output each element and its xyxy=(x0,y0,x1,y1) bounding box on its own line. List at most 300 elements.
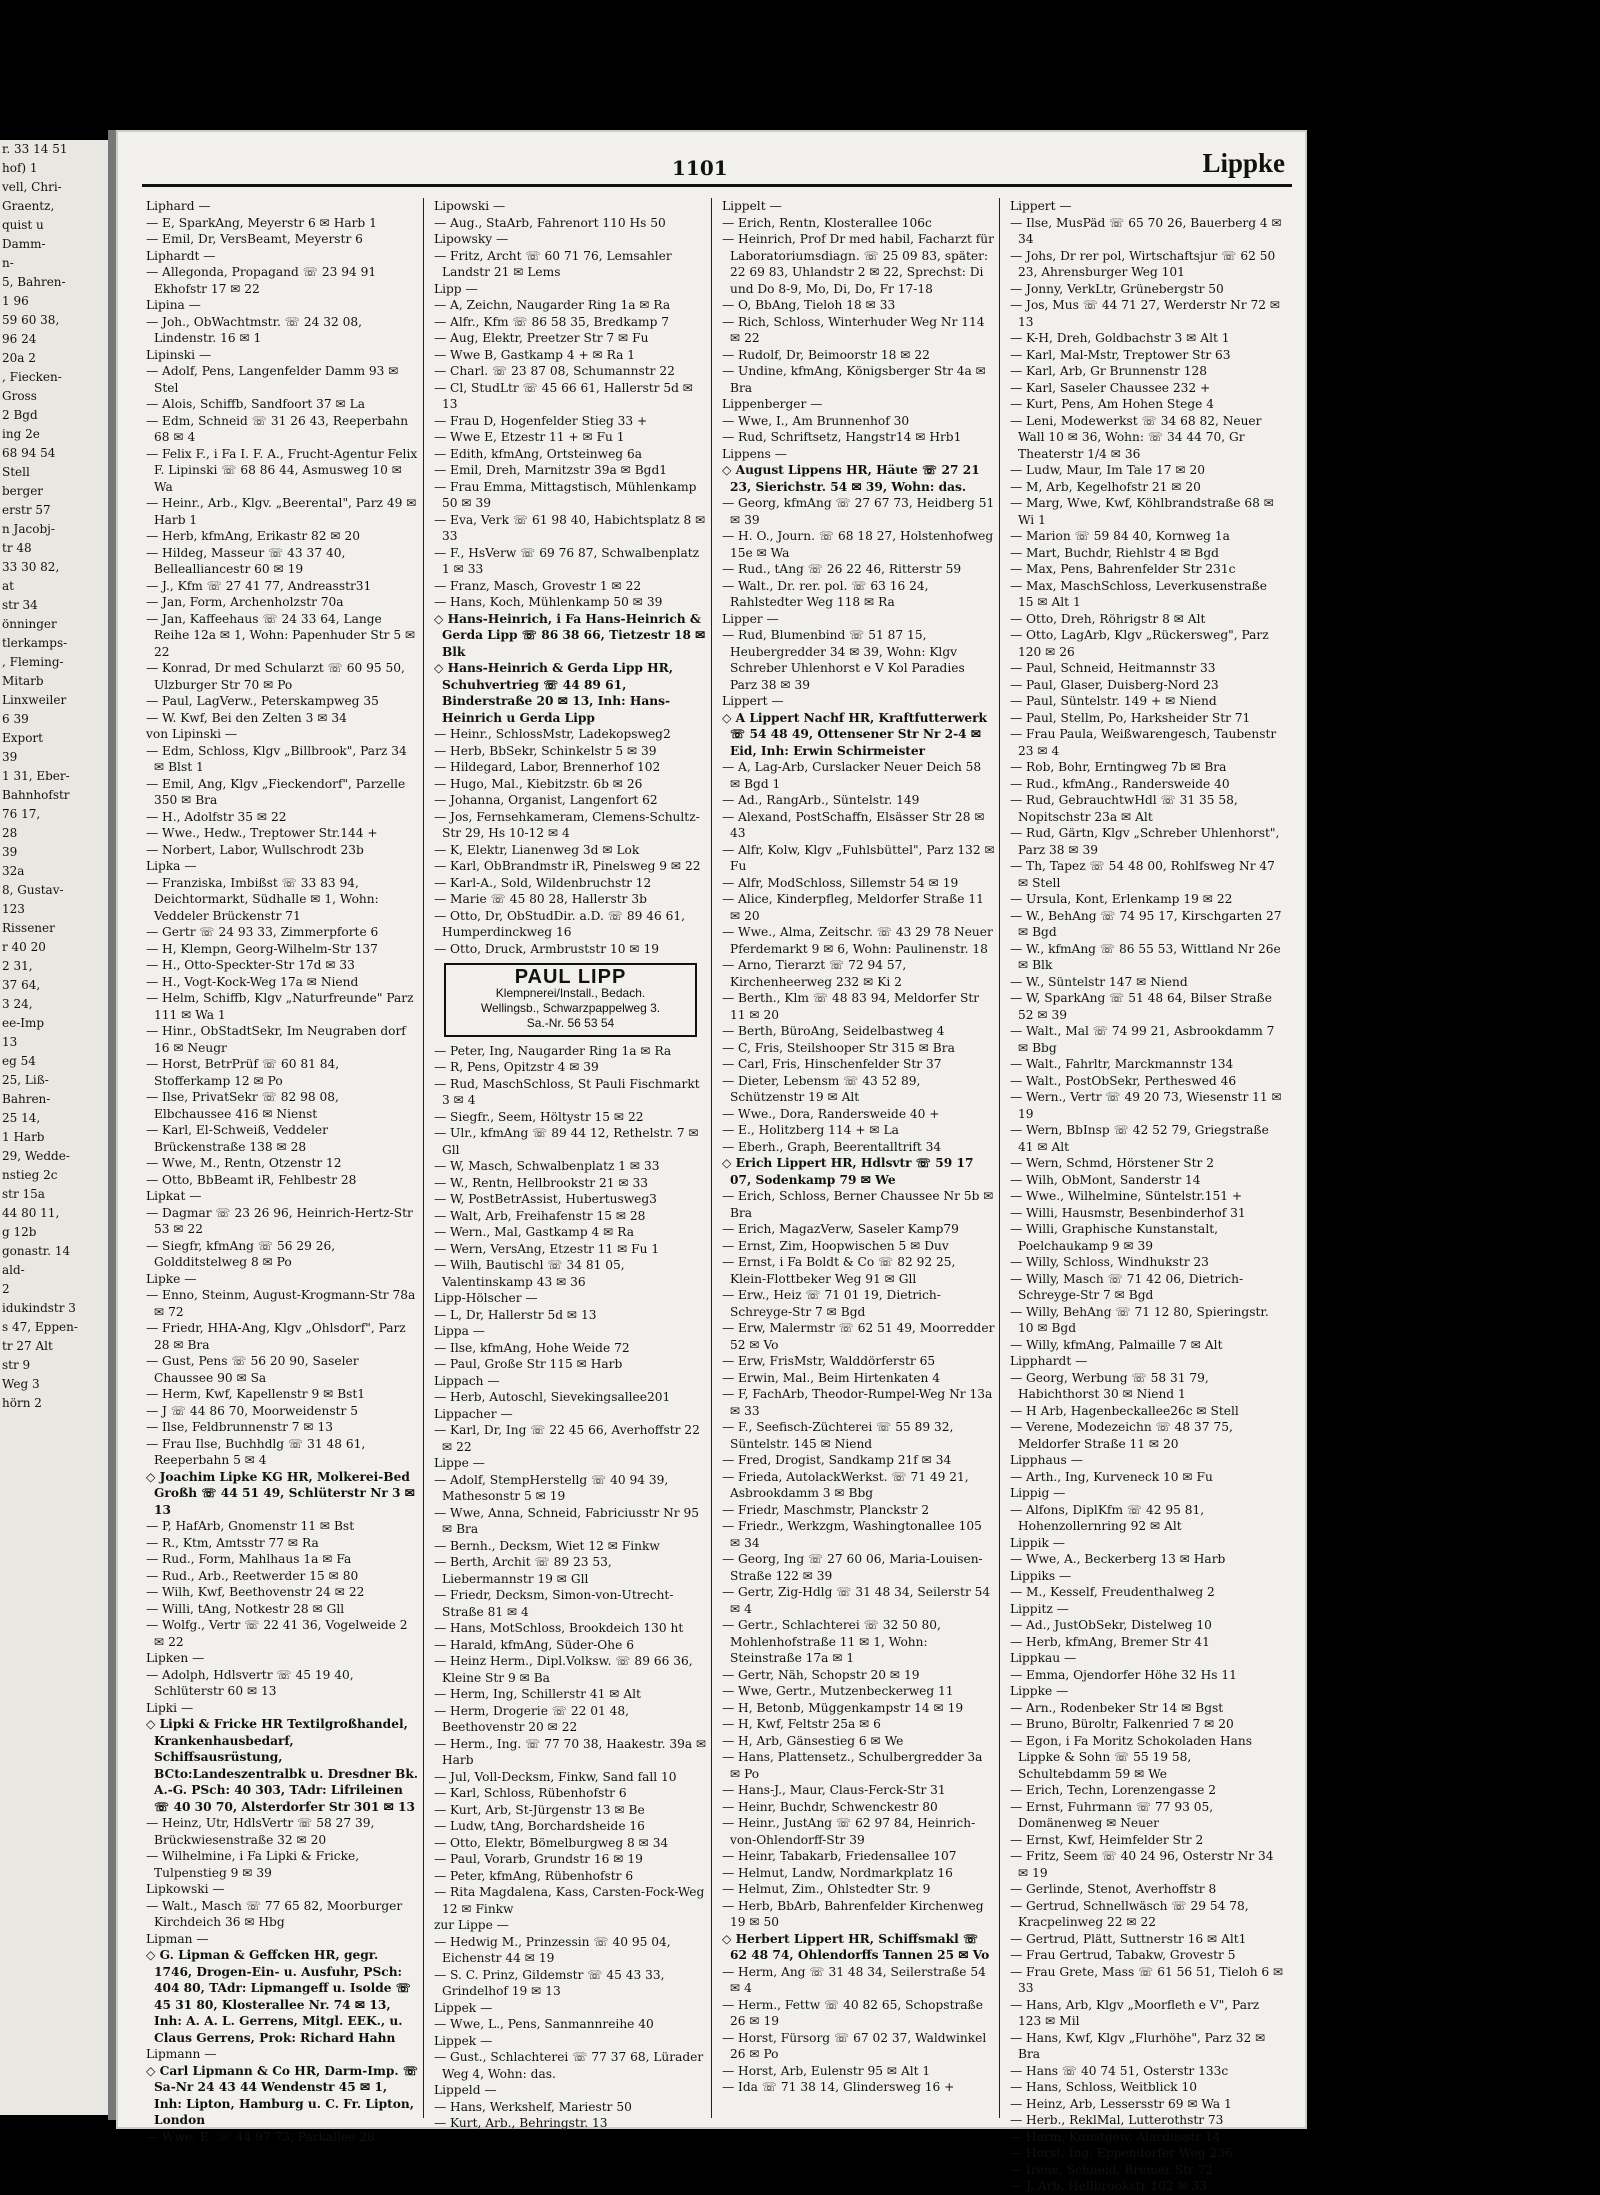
directory-entry: — Wwe., Hedw., Treptower Str.144 + xyxy=(146,826,378,840)
surname-heading: Lipke — xyxy=(146,1271,197,1286)
directory-entry: — Herm, Kwf, Kapellenstr 9 ✉ Bst1 xyxy=(146,1387,366,1401)
directory-entry: — Willy, Schloss, Windhukstr 23 xyxy=(1010,1255,1209,1269)
directory-entry: — H., Adolfstr 35 ✉ 22 xyxy=(146,809,287,824)
left-page-line: Bahnhofstr xyxy=(2,788,70,802)
directory-entry: — Peter, Ing, Naugarder Ring 1a ✉ Ra xyxy=(434,1043,672,1058)
directory-entry: — Erich, Schloss, Berner Chaussee Nr 5b ✉ Bra xyxy=(722,1189,994,1220)
directory-entry: — Herm, Ing, Schillerstr 41 ✉ Alt xyxy=(434,1687,641,1701)
left-page-line: Mitarb xyxy=(2,674,44,688)
directory-entry: — Herb, BbArb, Bahrenfelder Kirchenweg 19 ✉ 50 xyxy=(722,1898,984,1929)
left-page-line: 1 Harb xyxy=(2,1130,45,1144)
left-page-line: tr 48 xyxy=(2,541,32,555)
left-page-line: Linxweiler xyxy=(2,693,67,707)
directory-entry: — Allegonda, Propagand ☏ 23 94 91 Ekhofstr 17 ✉ 22 xyxy=(146,265,377,296)
directory-entry: — J, Arb, Hellbrookstr 102 ✉ 33 xyxy=(1010,2179,1208,2193)
directory-entry: — H, Klempn, Georg-Wilhelm-Str 137 xyxy=(146,941,378,956)
directory-entry: — Ursula, Kont, Erlenkamp 19 ✉ 22 xyxy=(1010,892,1233,906)
directory-entry: — Wilh, ObMont, Sanderstr 14 xyxy=(1010,1172,1201,1187)
directory-entry: — Herm, Drogerie ☏ 22 01 48, Beethovenstr 20 ✉ 22 xyxy=(434,1703,630,1734)
directory-entry: — Willi, tAng, Notkestr 28 ✉ Gll xyxy=(146,1601,345,1616)
directory-entry: — Otto, BbBeamt iR, Fehlbestr 28 xyxy=(146,1172,357,1187)
directory-entry: — Marie ☏ 45 80 28, Hallerstr 3b xyxy=(434,892,647,906)
directory-entry: — Joh., ObWachtmstr. ☏ 24 32 08, Lindenstr. 16 ✉ 1 xyxy=(146,314,363,345)
directory-entry: — Horst, BetrPrüf ☏ 60 81 84, Stofferkamp 12 ✉ Po xyxy=(146,1057,340,1088)
directory-entry: — H, Kwf, Feltstr 25a ✉ 6 xyxy=(722,1717,881,1731)
left-page-line: 13 xyxy=(2,1035,18,1049)
surname-heading: Lippelt — xyxy=(722,199,782,213)
surname-heading: Lipkowski — xyxy=(146,1882,225,1896)
directory-entry: — Alexand, PostSchaffn, Elsässer Str 28 ✉ 43 xyxy=(722,809,985,840)
directory-entry: — Rud, GebrauchtwHdl ☏ 31 35 58, Nopitschstr 23a ✉ Alt xyxy=(1010,793,1238,824)
directory-entry: — Jos, Fernsehkameram, Clemens-Schultz-Str 29, Hs 10-12 ✉ 4 xyxy=(434,809,700,840)
surname-heading: zur Lippe — xyxy=(434,1918,509,1932)
directory-entry: — Cl, StudLtr ☏ 45 66 61, Hallerstr 5d ✉ 13 xyxy=(434,380,693,411)
left-page-line: idukindstr 3 xyxy=(2,1301,76,1315)
directory-entry: — W, Masch, Schwalbenplatz 1 ✉ 33 xyxy=(434,1159,660,1173)
directory-entry: — Horst, Arb, Eulenstr 95 ✉ Alt 1 xyxy=(722,2063,931,2078)
left-page-line: erstr 57 xyxy=(2,503,51,517)
directory-entry: — W., kfmAng ☏ 86 55 53, Wittland Nr 26e ✉ Blk xyxy=(1010,941,1281,972)
directory-entry: — Rita Magdalena, Kass, Carsten-Fock-Weg 12 ✉ Finkw xyxy=(434,1885,705,1916)
directory-entry: — Gertrud, Plätt, Suttnerstr 16 ✉ Alt1 xyxy=(1010,1931,1247,1946)
directory-entry: — Ad., RangArb., Süntelstr. 149 xyxy=(722,793,920,807)
directory-entry: — Egon, i Fa Moritz Schokoladen Hans Lippke & Sohn ☏ 55 19 58, Schultebdamm 59 ✉ We xyxy=(1010,1733,1252,1781)
surname-heading: Lippkau — xyxy=(1010,1651,1077,1665)
directory-entry: — Erw., Heiz ☏ 71 01 19, Dietrich-Schreyge-Str 7 ✉ Bgd xyxy=(722,1288,941,1319)
directory-entry: — Frieda, AutolackWerkst. ☏ 71 49 21, Asbrookdamm 3 ✉ Bbg xyxy=(722,1469,969,1500)
directory-entry: — Otto, Dreh, Röhrigstr 8 ✉ Alt xyxy=(1010,611,1206,626)
directory-entry: — R, Pens, Opitzstr 4 ✉ 39 xyxy=(434,1060,599,1074)
directory-entry: — Erich, Rentn, Klosterallee 106c xyxy=(722,215,932,230)
directory-entry: — Gertr, Zig-Hdlg ☏ 31 48 34, Seilerstr 54 ✉ 4 xyxy=(722,1585,991,1616)
directory-entry: — Hans, Arb, Klgv „Moorfleth e V", Parz 123 ✉ Mil xyxy=(1010,1997,1260,2028)
left-page-line: 2 Bgd xyxy=(2,408,38,422)
left-page-line: 28 xyxy=(2,826,18,840)
directory-entry: — Walt., Mal ☏ 74 99 21, Asbrookdamm 7 ✉ Bbg xyxy=(1010,1024,1275,1055)
directory-entry: — Hans, Plattensetz., Schulbergredder 3a ✉ Po xyxy=(722,1750,983,1781)
directory-entry: — P, HafArb, Gnomenstr 11 ✉ Bst xyxy=(146,1519,355,1533)
directory-entry: — R., Ktm, Amtsstr 77 ✉ Ra xyxy=(146,1535,319,1550)
directory-entry: — Ilse, MusPäd ☏ 65 70 26, Bauerberg 4 ✉ 34 xyxy=(1010,215,1282,246)
directory-entry: — Paul, Glaser, Duisberg-Nord 23 xyxy=(1010,677,1219,692)
left-page-line: hof) 1 xyxy=(2,161,38,175)
left-page-line: at xyxy=(2,579,14,593)
column-3 xyxy=(718,198,1000,2118)
directory-entry: — Hans, Werkshelf, Mariestr 50 xyxy=(434,2099,632,2114)
directory-entry: — Ilse, PrivatSekr ☏ 82 98 08, Elbchaussee 416 ✉ Nienst xyxy=(146,1090,339,1121)
directory-entry: — Erich, Techn, Lorenzengasse 2 xyxy=(1010,1783,1216,1797)
directory-entry: — Rud., Arb., Reetwerder 15 ✉ 80 xyxy=(146,1568,359,1583)
left-page-line: tr 27 Alt xyxy=(2,1339,53,1353)
left-page-line: Weg 3 xyxy=(2,1377,40,1391)
directory-entry: — Charl. ☏ 23 87 08, Schumannstr 22 xyxy=(434,364,675,378)
directory-entry: — Siegfr, kfmAng ☏ 56 29 26, Goldditstelweg 8 ✉ Po xyxy=(146,1238,336,1269)
directory-entry: — Wwe, L., Pens, Sanmannreihe 40 xyxy=(434,2017,654,2031)
directory-entry: — Rob, Bohr, Erntingweg 7b ✉ Bra xyxy=(1010,760,1227,774)
directory-entry: — Paul, LagVerw., Peterskampweg 35 xyxy=(146,694,379,708)
left-page-line: tlerkamps- xyxy=(2,636,68,650)
directory-entry: — C, Fris, Steilshooper Str 315 ✉ Bra xyxy=(722,1040,955,1055)
directory-entry: — H, Betonb, Müggenkampstr 14 ✉ 19 xyxy=(722,1700,964,1715)
surname-heading: Lipowsky — xyxy=(434,232,509,246)
surname-heading: Lipp-Hölscher — xyxy=(434,1291,538,1305)
directory-entry: — Johanna, Organist, Langenfort 62 xyxy=(434,793,658,807)
directory-entry: — Frau D, Hogenfelder Stieg 33 + xyxy=(434,413,648,428)
left-page-line: 123 xyxy=(2,902,25,916)
directory-entry: — Edm, Schneid ☏ 31 26 43, Reeperbahn 68 ✉ 4 xyxy=(146,413,409,444)
running-head: Lippke xyxy=(1202,148,1285,178)
directory-entry: — Berth, BüroAng, Seidelbastweg 4 xyxy=(722,1024,945,1038)
directory-entry: — Frau Emma, Mittagstisch, Mühlenkamp 50 ✉ 39 xyxy=(434,479,697,510)
directory-entry: — Otto, Druck, Armbruststr 10 ✉ 19 xyxy=(434,941,659,956)
directory-entry: — Gerlinde, Stenot, Averhoffstr 8 xyxy=(1010,1882,1217,1896)
left-page-line: 3 24, xyxy=(2,997,33,1011)
directory-entry: — Walt., Dr. rer. pol. ☏ 63 16 24, Rahlstedter Weg 118 ✉ Ra xyxy=(722,578,929,609)
left-page-line: 29, Wedde- xyxy=(2,1149,70,1163)
directory-entry: — Ad., JustObSekr, Distelweg 10 xyxy=(1010,1618,1212,1632)
directory-entry: — Wwe, M., Rentn, Otzenstr 12 xyxy=(146,1156,342,1170)
directory-entry: — Erw, FrisMstr, Walddörferstr 65 xyxy=(722,1354,936,1368)
directory-entry: — Karl, Saseler Chaussee 232 + xyxy=(1010,380,1211,395)
directory-entry: — Erwin, Mal., Beim Hirtenkaten 4 xyxy=(722,1370,941,1385)
surname-heading: Lipinski — xyxy=(146,347,212,362)
directory-entry: — Hans, Schloss, Weitblick 10 xyxy=(1010,2080,1198,2094)
directory-entry: — Felix F., i Fa I. F. A., Frucht-Agentur Felix F. Lipinski ☏ 68 86 44, Asmusweg 10 ✉ Wa xyxy=(146,446,418,494)
directory-entry: — Konrad, Dr med Schularzt ☏ 60 95 50, Ulzburger Str 70 ✉ Po xyxy=(146,661,405,692)
left-page-line: Export xyxy=(2,731,43,745)
left-page-line: 20a 2 xyxy=(2,351,36,365)
directory-entry: — Kurt, Arb., Behringstr. 13 xyxy=(434,2116,608,2130)
directory-entry: — Mart, Buchdr, Riehlstr 4 ✉ Bgd xyxy=(1010,545,1219,560)
directory-entry: — Kurt, Pens, Am Hohen Stege 4 xyxy=(1010,397,1215,411)
surname-heading: Lippert — xyxy=(1010,199,1072,213)
directory-entry: — Karl, El-Schweiß, Veddeler Brückenstraße 138 ✉ 28 xyxy=(146,1123,328,1154)
directory-entry: — Herm., Ing. ☏ 77 70 38, Haakestr. 39a ✉ Harb xyxy=(434,1736,707,1767)
left-page-line: berger xyxy=(2,484,44,498)
surname-heading: Lipken — xyxy=(146,1651,205,1665)
directory-entry: — O, BbAng, Tieloh 18 ✉ 33 xyxy=(722,298,896,312)
directory-entry: — Hugo, Mal., Kiebitzstr. 6b ✉ 26 xyxy=(434,776,643,791)
column-2 xyxy=(430,198,712,2130)
directory-entry: — Siegfr., Seem, Höltystr 15 ✉ 22 xyxy=(434,1109,644,1124)
directory-entry: — Undine, kfmAng, Königsberger Str 4a ✉ Bra xyxy=(722,364,986,395)
directory-entry: — Herb, Autoschl, Sievekingsallee201 xyxy=(434,1390,671,1404)
directory-entry: — Frau Paula, Weißwarengesch, Taubenstr 23 ✉ 4 xyxy=(1010,727,1277,758)
directory-entry: — H Arb, Hagenbeckallee26c ✉ Stell xyxy=(1010,1403,1239,1418)
surname-heading: Lippacher — xyxy=(434,1406,513,1421)
left-page-line: str 15a xyxy=(2,1187,45,1201)
surname-heading: Lipka — xyxy=(146,859,197,873)
directory-entry: — Ernst, Zim, Hoopwischen 5 ✉ Duv xyxy=(722,1238,949,1253)
directory-entry: — Ida ☏ 71 38 14, Glindersweg 16 + xyxy=(722,2080,955,2094)
directory-entry: — Ernst, Kwf, Heimfelder Str 2 xyxy=(1010,1832,1204,1847)
directory-entry: — Hans-J., Maur, Claus-Ferck-Str 31 xyxy=(722,1783,946,1797)
directory-entry: — W., BehAng ☏ 74 95 17, Kirschgarten 27 ✉ Bgd xyxy=(1010,908,1282,939)
directory-entry: — H, Arb, Gänsestieg 6 ✉ We xyxy=(722,1733,904,1748)
left-page-line: 37 64, xyxy=(2,978,41,992)
left-page-line: 76 17, xyxy=(2,807,41,821)
directory-entry: — Wilhelmine, i Fa Lipki & Fricke, Tulpenstieg 9 ✉ 39 xyxy=(146,1849,360,1880)
left-page-line: str 9 xyxy=(2,1358,31,1372)
directory-entry: — Wwe., Wilhelmine, Süntelstr.151 + xyxy=(1010,1189,1243,1203)
directory-entry: — Max, Pens, Bahrenfelder Str 231c xyxy=(1010,562,1236,576)
directory-entry: — Karl, Dr, Ing ☏ 22 45 66, Averhoffstr 22 ✉ 22 xyxy=(434,1423,700,1454)
directory-entry: — Walt., Masch ☏ 77 65 82, Moorburger Kirchdeich 36 ✉ Hbg xyxy=(146,1898,403,1929)
directory-entry: — K, Elektr, Lianenweg 3d ✉ Lok xyxy=(434,842,640,857)
directory-entry: — Rud, Blumenbind ☏ 51 87 15, Heubergredder 34 ✉ 39, Wohn: Klgv Schreber Uhlenhorst e V Kol Paradies Parz 38 ✉ 39 xyxy=(722,628,965,692)
directory-entry: — Emil, Ang, Klgv „Fieckendorf", Parzelle 350 ✉ Bra xyxy=(146,776,406,807)
left-page-line: Stell xyxy=(2,465,30,479)
book-gutter xyxy=(108,130,118,2120)
directory-entry: — W. Kwf, Bei den Zelten 3 ✉ 34 xyxy=(146,710,347,725)
directory-entry: — Hildeg, Masseur ☏ 43 37 40, Bellealliancestr 60 ✉ 19 xyxy=(146,545,346,576)
directory-entry: — Herb., ReklMal, Lutterothstr 73 xyxy=(1010,2113,1224,2127)
column-1 xyxy=(142,198,424,2144)
directory-entry: — Wern., Mal, Gastkamp 4 ✉ Ra xyxy=(434,1225,634,1239)
directory-entry: — Karl, ObBrandmstr iR, Pinelsweg 9 ✉ 22 xyxy=(434,859,701,873)
directory-entry: — Max, MaschSchloss, Leverkusenstraße 15 ✉ Alt 1 xyxy=(1010,578,1267,609)
left-page-line: r. 33 14 51 xyxy=(2,142,68,156)
directory-entry: — H., Vogt-Kock-Weg 17a ✉ Niend xyxy=(146,974,359,989)
directory-entry: — Hedwig M., Prinzessin ☏ 40 95 04, Eichenstr 44 ✉ 19 xyxy=(434,1934,671,1965)
directory-entry: — Friedr, Decksm, Simon-von-Utrecht-Straße 81 ✉ 4 xyxy=(434,1588,674,1619)
directory-entry: — Adolph, Hdlsvertr ☏ 45 19 40, Schlüterstr 60 ✉ 13 xyxy=(146,1667,354,1698)
directory-entry: — Wwe, Gertr., Mutzenbeckerweg 11 xyxy=(722,1684,954,1698)
directory-entry: — Paul, Große Str 115 ✉ Harb xyxy=(434,1357,623,1371)
left-page-line: gonastr. 14 xyxy=(2,1244,71,1258)
directory-entry: — J ☏ 44 86 70, Moorweidenstr 5 xyxy=(146,1403,358,1418)
column-4 xyxy=(1006,198,1288,2193)
directory-entry: — Wern., Vertr ☏ 49 20 73, Wiesenstr 11 ✉ 19 xyxy=(1010,1090,1282,1121)
directory-entry: — Ilse, kfmAng, Hohe Weide 72 xyxy=(434,1340,630,1355)
directory-entry: — Harald, kfmAng, Süder-Ohe 6 xyxy=(434,1637,634,1652)
left-page-line: ing 2e xyxy=(2,427,40,441)
directory-entry: — Rud, Gärtn, Klgv „Schreber Uhlenhorst", Parz 38 ✉ 39 xyxy=(1010,826,1280,857)
directory-entry: — Emma, Ojendorfer Höhe 32 Hs 11 xyxy=(1010,1667,1237,1682)
directory-entry: — Irene, Schneid, Bremer Str 72 xyxy=(1010,2162,1214,2177)
directory-entry: — Walt., Fahrltr, Marckmannstr 134 xyxy=(1010,1057,1234,1071)
directory-entry: — K-H, Dreh, Goldbachstr 3 ✉ Alt 1 xyxy=(1010,331,1230,345)
directory-entry: — Wwe, I., Am Brunnenhof 30 xyxy=(722,413,910,428)
surname-heading: Lippitz — xyxy=(1010,1601,1069,1616)
directory-entry: — Hans, Kwf, Klgv „Flurhöhe", Parz 32 ✉ Bra xyxy=(1010,2030,1266,2061)
directory-entry: — Otto, Elektr, Bömelburgweg 8 ✉ 34 xyxy=(434,1835,669,1850)
directory-entry: — Otto, Dr, ObStudDir. a.D. ☏ 89 46 61, Humperdinckweg 16 xyxy=(434,908,686,939)
directory-entry: — Eva, Verk ☏ 61 98 40, Habichtsplatz 8 ✉ 33 xyxy=(434,512,706,543)
directory-entry: — Wwe B, Gastkamp 4 + ✉ Ra 1 xyxy=(434,347,635,362)
page-header xyxy=(118,132,1305,187)
directory-entry: — A, Lag-Arb, Curslacker Neuer Deich 58 ✉ Bgd 1 xyxy=(722,760,982,791)
directory-entry: — Georg, Werbung ☏ 58 31 79, Habichthorst 30 ✉ Niend 1 xyxy=(1010,1370,1209,1401)
directory-entry: — Heinz, Utr, HdlsVertr ☏ 58 27 39, Brückwiesenstraße 32 ✉ 20 xyxy=(146,1816,375,1847)
directory-entry: — Walt., PostObSekr, Pertheswed 46 xyxy=(1010,1073,1237,1088)
directory-entry: — Berth, Archit ☏ 89 23 53, Liebermannstr 19 ✉ Gll xyxy=(434,1555,612,1586)
directory-entry: — Hans ☏ 40 74 51, Osterstr 133c xyxy=(1010,2063,1229,2078)
directory-entry: — M., Kesself, Freudenthalweg 2 xyxy=(1010,1585,1215,1599)
directory-entry: — W, SparkAng ☏ 51 48 64, Bilser Straße 52 ✉ 39 xyxy=(1010,991,1272,1022)
left-page-line: Graentz, xyxy=(2,199,55,213)
directory-entry: — Friedr, Maschmstr, Planckstr 2 xyxy=(722,1502,930,1517)
columns xyxy=(142,198,1292,2193)
left-page-line: str 34 xyxy=(2,598,38,612)
directory-entry: — Willy, BehAng ☏ 71 12 80, Spieringstr. 10 ✉ Bgd xyxy=(1010,1304,1269,1335)
left-page-line: 2 xyxy=(2,1282,10,1296)
directory-entry: — Alfr, Kolw, Klgv „Fuhlsbüttel", Parz 132 ✉ Fu xyxy=(722,842,995,873)
left-page-line: hörn 2 xyxy=(2,1396,42,1410)
directory-entry: — Dieter, Lebensm ☏ 43 52 89, Schützenstr 19 ✉ Alt xyxy=(722,1073,921,1104)
directory-entry: ◇ Hans-Heinrich, i Fa Hans-Heinrich & Gerda Lipp ☏ 86 38 66, Tietzestr 18 ✉ Blk xyxy=(434,611,706,659)
directory-entry: — Fritz, Archt ☏ 60 71 76, Lemsahler Landstr 21 ✉ Lems xyxy=(434,248,672,279)
surname-heading: Lipowski — xyxy=(434,199,506,213)
directory-entry: — Eberh., Graph, Beerentalltrift 34 xyxy=(722,1139,942,1154)
directory-entry: — Willy, kfmAng, Palmaille 7 ✉ Alt xyxy=(1010,1337,1223,1352)
directory-entry: — Jan, Form, Archenholzstr 70a xyxy=(146,595,344,609)
directory-entry: ◇ A Lippert Nachf HR, Kraftfutterwerk ☏ 54 48 49, Ottensener Str Nr 2-4 ✉ Eid, Inh: Erwin Schirmeister xyxy=(722,710,987,758)
directory-entry: — Dagmar ☏ 23 26 96, Heinrich-Hertz-Str 53 ✉ 22 xyxy=(146,1205,413,1236)
directory-entry: — Frau Ilse, Buchhdlg ☏ 31 48 61, Reeperbahn 5 ✉ 4 xyxy=(146,1436,366,1467)
surname-heading: Lippert — xyxy=(722,694,784,708)
directory-entry: — Bernh., Decksm, Wiet 12 ✉ Finkw xyxy=(434,1538,660,1553)
directory-entry: — Jan, Kaffeehaus ☏ 24 33 64, Lange Reihe 12a ✉ 1, Wohn: Papenhuder Str 5 ✉ 22 xyxy=(146,611,416,659)
left-page-line: nstieg 2c xyxy=(2,1168,58,1182)
ad-line: Sa.-Nr. 56 53 54 xyxy=(526,1015,615,1030)
left-page-line: 96 24 xyxy=(2,332,37,346)
directory-entry: — Berth., Klm ☏ 48 83 94, Meldorfer Str 11 ✉ 20 xyxy=(722,991,980,1022)
left-page-line: 1 31, Eber- xyxy=(2,769,70,783)
directory-entry: — Jonny, VerkLtr, Grünebergstr 50 xyxy=(1010,281,1224,296)
directory-entry: — Ulr., kfmAng ☏ 89 44 12, Rethelstr. 7 ✉ Gll xyxy=(434,1126,699,1157)
left-page-line: Gross xyxy=(2,389,37,403)
directory-entry: — Gertr ☏ 24 93 33, Zimmerpforte 6 xyxy=(146,925,379,939)
directory-entry: — Georg, Ing ☏ 27 60 06, Maria-Louisen-Straße 122 ✉ 39 xyxy=(722,1552,983,1583)
left-page-line: 59 60 38, xyxy=(2,313,60,327)
directory-entry: — Walt, Arb, Freihafenstr 15 ✉ 28 xyxy=(434,1208,646,1223)
directory-entry: — Ernst, Fuhrmann ☏ 77 93 05, Domänenweg ✉ Neuer xyxy=(1010,1799,1214,1830)
directory-entry: — W., Rentn, Hellbrookstr 21 ✉ 33 xyxy=(434,1175,648,1190)
directory-entry: — Heinr, Tabakarb, Friedensallee 107 xyxy=(722,1849,957,1863)
directory-entry: — Helmut, Landw, Nordmarkplatz 16 xyxy=(722,1865,953,1880)
surname-heading: Lippik — xyxy=(1010,1535,1065,1550)
surname-heading: Lippach — xyxy=(434,1373,500,1388)
directory-entry: — Wern, VersAng, Etzestr 11 ✉ Fu 1 xyxy=(434,1241,660,1256)
left-page-line: Damm- xyxy=(2,237,46,251)
left-page-line: eg 54 xyxy=(2,1054,36,1068)
directory-entry: — Rud., tAng ☏ 26 22 46, Ritterstr 59 xyxy=(722,562,962,576)
ad-line: Klempnerei/Install., Bedach. xyxy=(495,985,646,1000)
directory-entry: — S. C. Prinz, Gildemstr ☏ 45 43 33, Grindelhof 19 ✉ 13 xyxy=(434,1967,665,1998)
directory-entry: — Karl-A., Sold, Wildenbruchstr 12 xyxy=(434,875,652,890)
directory-entry: — Emil, Dreh, Marnitzstr 39a ✉ Bgd1 xyxy=(434,463,668,477)
directory-entry: — Heinz Herm., Dipl.Volksw. ☏ 89 66 36, Kleine Str 9 ✉ Ba xyxy=(434,1654,693,1685)
header-rule xyxy=(142,184,1292,187)
directory-entry: — Gertr., Schlachterei ☏ 32 50 80, Mohlenhofstraße 11 ✉ 1, Wohn: Steinstraße 17a ✉ 1 xyxy=(722,1618,941,1665)
directory-entry: — Erw, Malermstr ☏ 62 51 49, Moorredder 52 ✉ Vo xyxy=(722,1321,995,1352)
left-page-line: 6 39 xyxy=(2,712,29,726)
directory-entry: — Otto, LagArb, Klgv „Rückersweg", Parz 120 ✉ 26 xyxy=(1010,628,1269,659)
directory-entry: — W, PostBetrAssist, Hubertusweg3 xyxy=(434,1192,657,1206)
directory-entry: — Jul, Voll-Decksm, Finkw, Sand fall 10 xyxy=(434,1769,677,1784)
directory-entry: — Edith, kfmAng, Ortsteinweg 6a xyxy=(434,446,642,461)
directory-entry: — Th, Tapez ☏ 54 48 00, Rohlfsweg Nr 47 ✉ Stell xyxy=(1010,859,1275,890)
directory-entry: — J., Kfm ☏ 27 41 77, Andreasstr31 xyxy=(146,578,372,593)
directory-entry: — Georg, kfmAng ☏ 27 67 73, Heidberg 51 ✉ 39 xyxy=(722,496,995,527)
directory-entry: — Bruno, Büroltr, Falkenried 7 ✉ 20 xyxy=(1010,1717,1234,1731)
directory-entry: — Aug, Elektr, Preetzer Str 7 ✉ Fu xyxy=(434,331,649,345)
directory-entry: — L, Dr, Hallerstr 5d ✉ 13 xyxy=(434,1307,597,1322)
directory-entry: ◇ G. Lipman & Geffcken HR, gegr. 1746, Drogen-Ein- u. Ausfuhr, PSch: 404 80, TAdr: Lipmangeff u. Isolde ☏ 45 31 80, Klosterallee Nr. 74 ✉ 13, Inh: A. A. L. Gerrens, Mitgl. EEK., u. Claus Gerrens, Prok: Richard Hahn xyxy=(146,1948,411,2045)
directory-entry: — Karl, Schloss, Rübenhofstr 6 xyxy=(434,1786,627,1800)
left-page-line: 39 xyxy=(2,845,18,859)
directory-entry: — Hans, Koch, Mühlenkamp 50 ✉ 39 xyxy=(434,595,663,609)
directory-entry: — Rud., kfmAng., Randersweide 40 xyxy=(1010,776,1230,791)
left-page-line: önninger xyxy=(2,617,57,631)
directory-entry: — Marg, Wwe, Kwf, Köhlbrandstraße 68 ✉ Wi 1 xyxy=(1010,496,1274,527)
directory-entry: — F., Seefisch-Züchterei ☏ 55 89 32, Süntelstr. 145 ✉ Niend xyxy=(722,1420,954,1451)
left-page-line: 25, Liß- xyxy=(2,1073,49,1087)
surname-heading: Liphard — xyxy=(146,199,211,213)
directory-entry: — Fred, Drogist, Sandkamp 21f ✉ 34 xyxy=(722,1453,952,1467)
directory-entry: — Edm, Schloss, Klgv „Billbrook", Parz 34 ✉ Blst 1 xyxy=(146,743,407,774)
left-page-line: ee-Imp xyxy=(2,1016,45,1030)
directory-entry: — F, FachArb, Theodor-Rumpel-Weg Nr 13a ✉ 33 xyxy=(722,1387,993,1418)
left-page-line: 1 96 xyxy=(2,294,29,308)
directory-entry: — Frau Grete, Mass ☏ 61 56 51, Tieloh 6 ✉ 33 xyxy=(1010,1964,1284,1995)
surname-heading: Lippenberger — xyxy=(722,397,823,411)
directory-entry: — Peter, kfmAng, Rübenhofstr 6 xyxy=(434,1868,634,1883)
directory-entry: — Norbert, Labor, Wullschrodt 23b xyxy=(146,842,364,857)
directory-entry: — Alfr, ModSchloss, Sillemstr 54 ✉ 19 xyxy=(722,875,959,890)
surname-heading: Lippke — xyxy=(1010,1684,1069,1698)
surname-heading: Lipp — xyxy=(434,281,478,296)
surname-heading: Lipina — xyxy=(146,298,201,312)
directory-entry: — Heinz, Arb, Lessersstr 69 ✉ Wa 1 xyxy=(1010,2096,1232,2111)
left-page-line: 39 xyxy=(2,750,18,764)
directory-entry: — Leni, Modewerkst ☏ 34 68 82, Neuer Wall 10 ✉ 36, Wohn: ☏ 34 44 70, Gr Theaterstr 1/4 ✉ 36 xyxy=(1010,413,1262,461)
left-page-line: 44 80 11, xyxy=(2,1206,60,1220)
left-page-line: quist u xyxy=(2,218,44,232)
directory-entry: — Rud, MaschSchloss, St Pauli Fischmarkt 3 ✉ 4 xyxy=(434,1076,700,1107)
directory-entry: ◇ Joachim Lipke KG HR, Molkerei-Bed Großh ☏ 44 51 49, Schlüterstr Nr 3 ✉ 13 xyxy=(146,1469,415,1517)
directory-entry: — Karl, Mal-Mstr, Treptower Str 63 xyxy=(1010,347,1231,362)
directory-entry: — Rud., Form, Mahlhaus 1a ✉ Fa xyxy=(146,1552,352,1566)
directory-entry: — Horst, Ing, Eppendorfer Weg 236 xyxy=(1010,2146,1233,2160)
directory-entry: — Herm, Kunstgew, Alardusstr 14 xyxy=(1010,2129,1221,2144)
directory-entry: — Helm, Schiffb, Klgv „Naturfreunde" Parz 111 ✉ Wa 1 xyxy=(146,991,414,1022)
directory-entry: — Frau Gertrud, Tabakw, Grovestr 5 xyxy=(1010,1948,1236,1962)
left-page-line: r 40 20 xyxy=(2,940,46,954)
directory-entry: — Jos, Mus ☏ 44 71 27, Werderstr Nr 72 ✉ 13 xyxy=(1010,298,1281,329)
directory-entry: — Ernst, i Fa Boldt & Co ☏ 82 92 25, Klein-Flottbeker Weg 91 ✉ Gll xyxy=(722,1255,956,1286)
directory-entry: — Paul, Vorarb, Grundstr 16 ✉ 19 xyxy=(434,1852,643,1866)
left-page-line: Bahren- xyxy=(2,1092,51,1106)
directory-entry: — Gertr, Näh, Schopstr 20 ✉ 19 xyxy=(722,1667,920,1682)
directory-entry: — Alice, Kinderpfleg, Meldorfer Straße 11 ✉ 20 xyxy=(722,892,984,923)
directory-entry: — F., HsVerw ☏ 69 76 87, Schwalbenplatz 1 ✉ 33 xyxy=(434,545,700,576)
directory-entry: — Adolf, StempHerstellg ☏ 40 94 39, Mathesonstr 5 ✉ 19 xyxy=(434,1472,669,1503)
directory-entry: — Horst, Fürsorg ☏ 67 02 37, Waldwinkel 26 ✉ Po xyxy=(722,2030,987,2061)
directory-entry: — Emil, Dr, VersBeamt, Meyerstr 6 xyxy=(146,232,363,246)
directory-entry: — Wwe., Alma, Zeitschr. ☏ 43 29 78 Neuer Pferdemarkt 9 ✉ 6, Wohn: Paulinenstr. 18 xyxy=(722,925,993,956)
directory-entry: — Wwe E, Etzestr 11 + ✉ Fu 1 xyxy=(434,430,625,444)
left-page-line: vell, Chri- xyxy=(2,180,62,194)
directory-entry: ◇ Herbert Lippert HR, Schiffsmakl ☏ 62 48 74, Ohlendorffs Tannen 25 ✉ Vo xyxy=(722,1931,990,1962)
surname-heading: Lippek — xyxy=(434,2033,493,2048)
ad-line: Wellingsb., Schwarzpappelweg 3. xyxy=(480,1000,661,1015)
surname-heading: Lipki — xyxy=(146,1700,194,1715)
directory-entry: — Wern, Schmd, Hörstener Str 2 xyxy=(1010,1156,1214,1170)
left-page-line: n Jacobj- xyxy=(2,522,55,536)
ad-title: PAUL LIPP xyxy=(514,966,627,988)
